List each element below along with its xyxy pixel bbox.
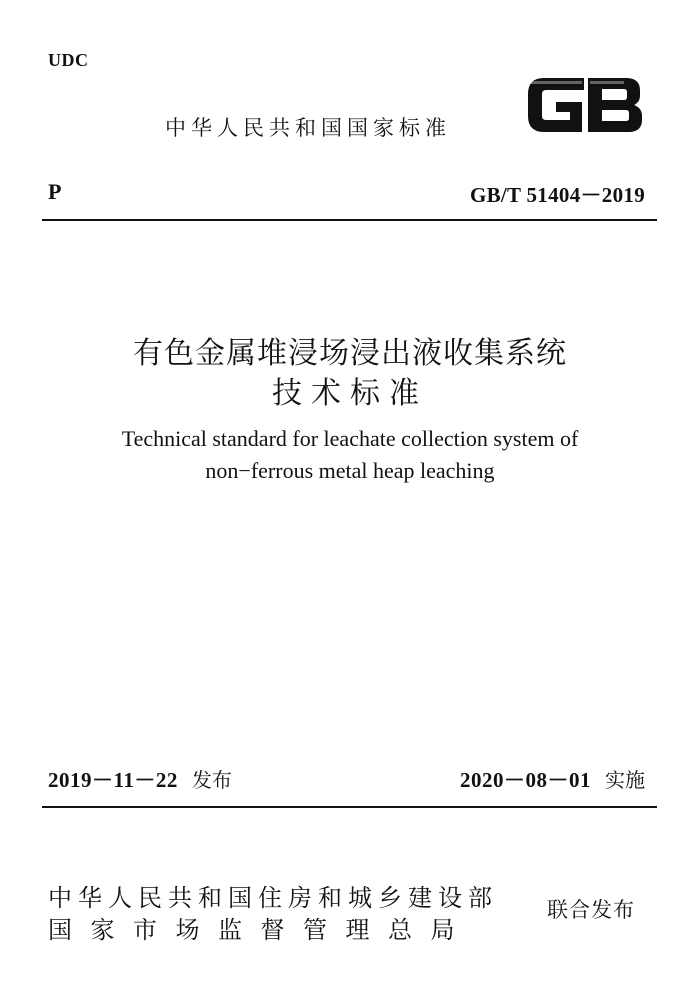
- issue-date-block: [48, 764, 232, 794]
- title-chinese-line2: 技术标准: [272, 376, 428, 411]
- bottom-divider: [42, 806, 657, 808]
- title-english-line2: non−ferrous metal heap leaching: [205, 458, 495, 483]
- issue-label: 发布: [191, 768, 232, 792]
- national-standard-title: 中华人民共和国国家标准: [165, 116, 451, 140]
- classification-code: P: [48, 179, 62, 204]
- title-english-line1: Technical standard for leachate collection system of: [121, 426, 579, 451]
- publisher-line2: 国家市场监督管理总局: [48, 916, 473, 944]
- top-divider: [42, 219, 657, 221]
- udc-label: UDC: [48, 50, 89, 70]
- title-chinese-line1: 有色金属堆浸场浸出液收集系统: [133, 336, 567, 371]
- issue-date: 2019－11－22: [48, 768, 178, 792]
- effective-date-block: [460, 764, 645, 794]
- joint-issue-label: 联合发布: [547, 898, 635, 922]
- effective-label: 实施: [605, 768, 645, 792]
- publisher-line1: 中华人民共和国住房和城乡建设部: [48, 884, 498, 912]
- effective-date: 2020－08－01: [460, 768, 591, 792]
- gb-logo-icon: [526, 72, 644, 138]
- standard-number: GB/T 51404－2019: [469, 183, 645, 207]
